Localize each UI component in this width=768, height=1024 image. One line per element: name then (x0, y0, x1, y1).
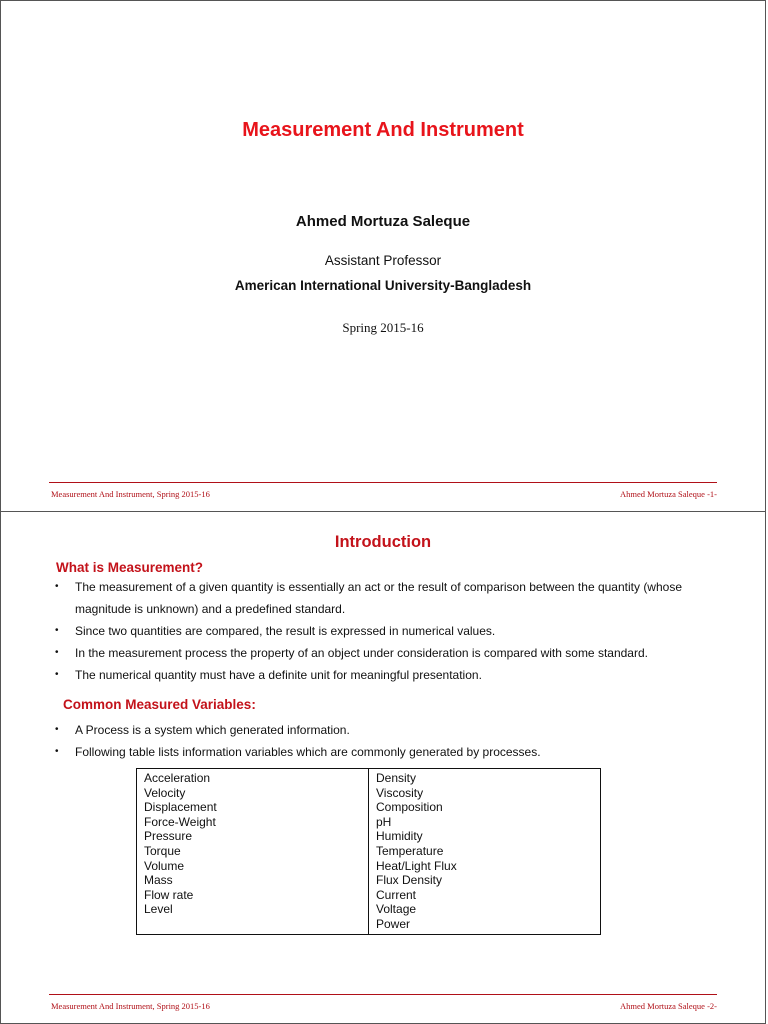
table-cell: Temperature (376, 843, 444, 858)
bullet-icon: • (55, 647, 59, 658)
table-column-right (368, 769, 600, 934)
slide-2 (0, 511, 766, 1024)
slide-1 (0, 0, 766, 512)
bullet-icon: • (55, 581, 59, 592)
list-item (55, 719, 705, 741)
table-cell: Composition (376, 800, 443, 815)
table-cell: Acceleration (144, 771, 211, 785)
table-cell: Mass (144, 873, 173, 888)
footer-page-number: Ahmed Mortuza Saleque -1- (619, 489, 717, 499)
section-heading: What is Measurement? (56, 560, 204, 575)
table-cell: Viscosity (376, 785, 424, 800)
slide-title: Measurement And Instrument (242, 119, 524, 141)
table-cell: Volume (144, 858, 185, 873)
list-item-text: The numerical quantity must have a definite unit for meaningful presentation. (75, 668, 482, 682)
list-item-text: The measurement of a given quantity is essentially an act or the result of comparison between the quantity (whose magnitude is unknown) and a predefined standard. (75, 580, 682, 616)
table-column-left (137, 769, 368, 934)
table-cell: Torque (144, 843, 181, 858)
table-cell: Power (376, 916, 411, 931)
bullet-list (55, 719, 705, 763)
bullet-icon: • (55, 669, 59, 680)
university-name: American International University-Bangladesh (234, 278, 532, 293)
table-cell: Velocity (144, 785, 186, 800)
table-cell: Pressure (144, 829, 193, 844)
bullet-list (55, 576, 705, 686)
list-item (55, 620, 705, 642)
slide-title: Introduction (334, 533, 432, 551)
semester-label: Spring 2015-16 (342, 320, 424, 335)
list-item-text: Since two quantities are compared, the result is expressed in numerical values. (75, 624, 496, 638)
table-cell: Humidity (376, 829, 423, 844)
table-cell: Heat/Light Flux (376, 858, 457, 873)
list-item (55, 741, 705, 763)
bullet-icon: • (55, 625, 59, 636)
table-cell: Flow rate (144, 887, 194, 902)
footer-course: Measurement And Instrument, Spring 2015-16 (51, 1001, 210, 1011)
footer-divider (49, 994, 717, 995)
footer-course: Measurement And Instrument, Spring 2015-16 (51, 489, 210, 499)
list-item-text: In the measurement process the property of an object under consideration is compared with some standard. (75, 646, 648, 660)
bullet-icon: • (55, 746, 59, 757)
table-cell: Level (144, 902, 173, 917)
author-name: Ahmed Mortuza Saleque (295, 213, 471, 230)
table-cell: pH (376, 814, 392, 829)
author-position: Assistant Professor (324, 253, 442, 268)
list-item (55, 576, 705, 620)
bullet-icon: • (55, 724, 59, 735)
table-cell: Displacement (144, 800, 217, 815)
table-cell: Current (376, 887, 417, 902)
variables-table (136, 768, 601, 935)
list-item-text: Following table lists information variables which are commonly generated by processes. (75, 745, 541, 759)
list-item (55, 642, 705, 664)
table-cell: Flux Density (376, 873, 443, 888)
list-item (55, 664, 705, 686)
table-cell: Force-Weight (144, 814, 216, 829)
footer-page-number: Ahmed Mortuza Saleque -2- (619, 1001, 717, 1011)
section-heading: Common Measured Variables: (63, 697, 256, 712)
table-cell: Density (376, 771, 417, 785)
footer-divider (49, 482, 717, 483)
list-item-text: A Process is a system which generated information. (75, 723, 350, 737)
table-cell: Voltage (376, 902, 417, 917)
